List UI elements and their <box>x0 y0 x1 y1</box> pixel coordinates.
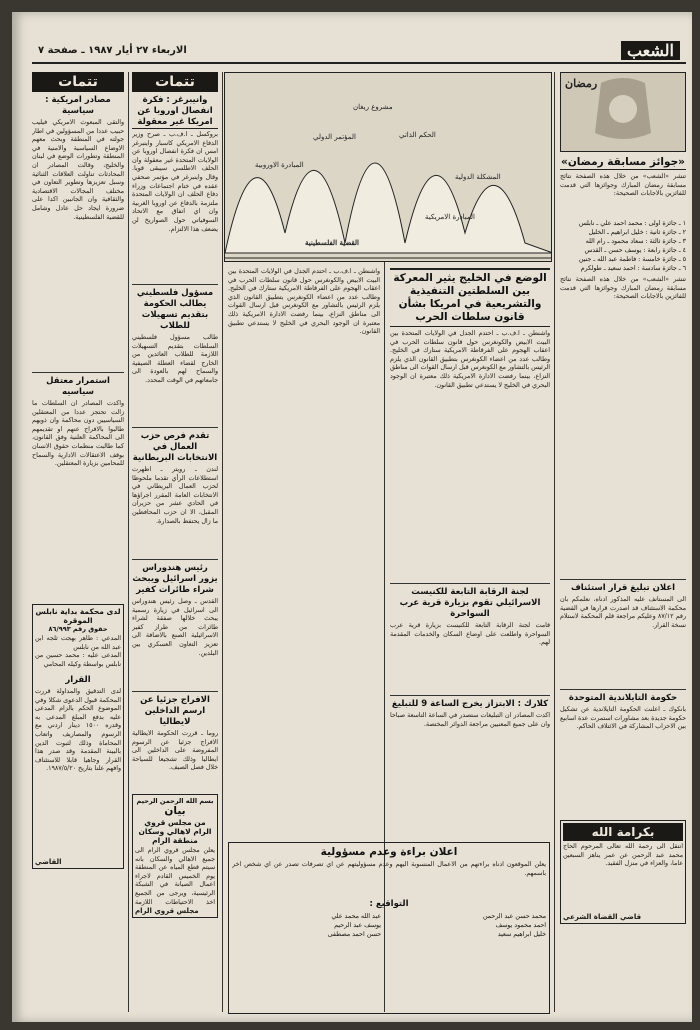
winners-list <box>560 219 686 273</box>
court-title: لدى محكمة بداية نابلس الموقرة <box>35 607 121 625</box>
students-headline: مسؤول فلسطيني يطالب الحكومة بتقديم تسهيلات للطلاب <box>136 288 214 331</box>
notice-title: بيان <box>164 805 186 817</box>
winners-continued: تنشر «الشعب» من خلال هذه الصفحة نتائج مسابقة رمضان المبارك وجوائزها التي قدمت للفائزين بالاجابات الصحيحة: <box>560 276 686 301</box>
photo-label: رمضان <box>565 77 598 90</box>
disclaimer-body: يعلن الموقعون ادناه براءتهم من الاعمال المنسوبة اليهم وعدم مسؤوليتهم عن اي تصرفات تصدر عن اي شخص آخر باسمهم. <box>232 861 546 877</box>
divider <box>560 579 686 580</box>
court-ref: حقوق رقم ٨٦/٩٩٣ <box>48 625 108 633</box>
divider <box>390 583 550 584</box>
signer-item: يوسف عبد الرحيم <box>334 922 381 929</box>
newspaper-logo: الشعب <box>621 41 680 60</box>
far-left-column <box>32 72 124 869</box>
disclaimer-headline: اعلان براءة وعدم مسؤولية <box>320 846 458 858</box>
court-signature: القاضي <box>35 858 62 866</box>
divider <box>132 284 218 285</box>
gulf-headline: الوضع في الخليج يثير المعركة بين السلطتين التنفيذية والتشريعية في امريكا بشأن قانون سلطات الحرب <box>390 268 550 327</box>
signer-item: حسن احمد مصطفى <box>327 931 381 938</box>
right-column <box>560 72 686 924</box>
gulf-story <box>390 268 550 832</box>
court-notice <box>32 604 124 869</box>
winner-item: ٤ ـ جائزة رابعة : يوسف حسن ـ القدس <box>584 247 686 254</box>
obituary-title: بكرامة الله <box>563 823 683 841</box>
divider <box>560 689 686 690</box>
clark-body: اكدت المصادر ان التبليغات ستصدر في الساعة التاسعة صباحا وان على جميع المعنيين مراجعة الدوائر المختصة. <box>390 712 550 728</box>
thai-government-headline: حكومة التايلاندية المتوحدة <box>568 693 678 703</box>
clark-headline: كلارك : الابتزاز يخرج الساعة 9 للتبليغ <box>391 699 549 709</box>
winner-item: ١ ـ جائزة اولى : محمد احمد علي ـ نابلس <box>578 220 686 227</box>
signer-item: محمد حسن عبد الرحمن <box>482 913 546 920</box>
cartoon-label: القضية الفلسطينية <box>305 238 360 247</box>
signer-item: خليل ابراهيم سعيد <box>497 931 546 938</box>
signers-title: التواقيع : <box>369 899 409 909</box>
divider <box>132 427 218 428</box>
column-rule <box>222 72 223 1012</box>
appeal-notice-body: الى المستأنف عليه المذكور ادناه، نعلمكم بان محكمة الاستئناف قد اصدرت قرارها في القضية رقم ٨٧/١٢ وعليكم مراجعة قلم المحكمة لاستلام نسخة القرار. <box>560 596 686 629</box>
signer-item: احمد محمود يوسف <box>495 922 546 929</box>
divider <box>132 691 218 692</box>
knesset-body: قامت لجنة الرقابة التابعة للكنيست بزيارة قرية عرب السواحرة واطلعت على اوضاع السكان والخدمات المقدمة لهم. <box>390 622 550 647</box>
labour-body: لندن ـ رويتر ـ اظهرت استطلاعات الرأي تقدما ملحوظا لحزب العمال البريطاني في الانتخابات العامة المقرر اجراؤها في الحادي عشر من حزيران المقبل، الا ان حزب المحافظين ما زال يحتفظ بالصدارة. <box>132 466 218 525</box>
village-council-notice <box>132 794 218 918</box>
ramadan-contest-intro: تنشر «الشعب» من خلال هذه الصفحة نتائج مسابقة رمضان المبارك وجوائزها التي قدمت للفائزين بالاجابات الصحيحة: <box>560 173 686 198</box>
winner-item: ٦ ـ جائزة سادسة : احمد سعيد ـ طولكرم <box>580 265 686 272</box>
cartoon-label: الحكم الذاتي <box>399 131 436 139</box>
divider <box>132 559 218 560</box>
divider <box>390 695 550 696</box>
column-rule <box>128 72 129 1012</box>
weinberger-body: بروكسل ـ ا.ف.ب ـ صرح وزير الدفاع الامريكي كاسبار واينبرغر امس ان فكرة انفصال اوروبا عن الولايات المتحدة غير معقولة وان الحلف الاطلسي سيبقى قويا. وقال واينبرغر في مؤتمر صحفي عقده في ختام اجتماعات وزراء دفاع الحلف ان الولايات المتحدة ملتزمة بالدفاع عن اوروبا الغربية وان اي اتفاق مع الاتحاد السوفياتي حول الصواريخ لن يضعف هذا الالتزام. <box>132 131 218 233</box>
ramadan-contest-headline: «جوائز مسابقة رمضان» <box>561 156 685 168</box>
gulf-body: واشنطن ـ ا.ف.ب ـ احتدم الجدل في الولايات المتحدة بين البيت الابيض والكونغرس حول قانون سلطات الحرب في اعقاب الهجوم على الفرقاطة الامريكية ستارك في الخليج. وطالب عدد من اعضاء الكونغرس بتطبيق القانون الذي يلزم الرئيس بالتشاور مع الكونغرس قبل ارسال القوات الى مناطق النزاع، بينما رفضت الادارة الامريكية ذلك معتبرة ان الوجود البحري في الخليج لا يستدعي تطبيق القانون. <box>390 330 550 389</box>
ramadan-photo <box>560 72 686 152</box>
signers-list <box>232 912 546 939</box>
court-body: لدى التدقيق والمداولة قررت المحكمة قبول الدعوى شكلا وفي الموضوع الحكم بالزام المدعى عليه بدفع المبلغ المدعى به وقدره ١٥٠٠ دينار اردني مع الرسوم والمصاريف واتعاب المحاماة وذلك لثبوت الدين بالبينة المقدمة وقد صدر هذا القرار وجاهيا قابلا للاستئناف وافهم علنا بتاريخ ١٩٨٧/٥/٢٠. <box>35 688 121 773</box>
basmala: بسم الله الرحمن الرحيم <box>136 797 214 805</box>
court-parties: المدعي : طاهر بهجت ثلجه ابن عبد الله من نابلس المدعى عليه : محمد حسين من نابلس بواسطة وكيله المحامي <box>35 635 121 668</box>
obituary-body: انتقل الى رحمة الله تعالى المرحوم الحاج محمد عبد الرحمن عن عمر يناهز السبعين عاما، والعزاء في منزل الفقيد. <box>563 843 683 868</box>
students-body: طالب مسؤول فلسطيني السلطات بتقديم التسهيلات اللازمة للطلاب العائدين من الخارج لقضاء العطلة الصيفية والسماح لهم بالعودة الى جامعاتهم في الوقت المحدد. <box>132 334 218 384</box>
notice-body: يعلن مجلس قروي الرام الى جميع الاهالي والسكان بانه سيتم قطع المياه عن المنطقة يوم الخميس القادم لاجراء اعمال الصيانة في الشبكة الرئيسية، ويرجى من الجميع اخذ الاحتياطات اللازمة <box>135 847 215 906</box>
italy-headline: الافراج جزئيا عن ارسم الداخلين لايطاليا <box>140 695 210 727</box>
left-column <box>132 72 218 918</box>
cartoon-label: المبادرة الاوروبية <box>255 161 304 169</box>
gulf-story-continued <box>228 268 380 828</box>
weinberger-headline: وانيبرغر : فكرة انفصال اوروبا عن امريكا غير معقولة <box>132 95 218 129</box>
page-header <box>32 38 686 64</box>
winner-item: ٢ ـ جائزة ثانية : خليل ابراهيم ـ الخليل <box>588 229 686 236</box>
honduras-body: القدس ـ وصل رئيس هندوراس الى اسرائيل في زيارة رسمية يبحث خلالها صفقة لشراء طائرات من طراز كفير الاسرائيلية الصنع بالاضافة الى تعزيز التعاون العسكري بين البلدين. <box>132 598 218 657</box>
notice-subtitle: من مجلس قروي الرام لاهالي وسكان منطقة الرام <box>138 818 212 845</box>
us-sources-body: والتقى المبعوث الامريكي فيليب حبيب عددا من المسؤولين في اطار جولته في المنطقة وبحث معهم الاوضاع السياسية والامنية في المنطقة وتطورات الوضع في لبنان والخليج، وقالت المصادر ان المحادثات تناولت العلاقات الثنائية وسبل تعزيزها وتطوير التعاون في مختلف المجالات الاقتصادية والثقافية وان الجانبين اكدا على ضرورة ايجاد حل عادل وشامل للقضية الفلسطينية. <box>32 119 124 221</box>
cartoon-label: المؤتمر الدولي <box>313 133 356 141</box>
obituary-signature: قاضي القضاة الشرعي <box>563 913 642 921</box>
column-rule <box>554 72 555 1012</box>
continuations-banner: تتمات <box>32 72 124 92</box>
signer-item: عبد الله محمد علي <box>331 913 381 920</box>
court-decision-title: القرار <box>65 675 91 685</box>
winner-item: ٥ ـ جائزة خامسة : فاطمة عبد الله ـ جنين <box>578 256 686 263</box>
italy-body: روما ـ قررت الحكومة الايطالية الافراج جزئيا عن الرسوم المفروضة على الداخلين الى ايطاليا وذلك تشجيعا للسياحة خلال فصل الصيف. <box>132 730 218 772</box>
us-sources-headline: مصادر امريكية : سياسية <box>45 95 111 116</box>
continuations-banner: تتمات <box>132 72 218 92</box>
political-cartoon <box>224 72 552 262</box>
disclaimer-notice <box>228 842 550 1014</box>
winner-item: ٣ ـ جائزة ثالثة : سعاد محمود ـ رام الله <box>585 238 686 245</box>
honduras-headline: رئيس هندوراس يزور اسرائيل ويبحث شراء طائرات كفير <box>132 563 218 595</box>
cartoon-label: المبادرة الامريكية <box>425 213 475 221</box>
cartoon-label: المشكلة الدولية <box>455 173 501 181</box>
date-line: الاربعاء ٢٧ أيار ١٩٨٧ ـ صفحة ٧ <box>38 44 187 56</box>
thai-government-body: بانكوك ـ اعلنت الحكومة التايلاندية عن تشكيل حكومة جديدة بعد مشاورات استمرت عدة اسابيع بين الاحزاب المشاركة في الائتلاف الحاكم. <box>560 706 686 731</box>
appeal-notice-headline: اعلان تبليغ قرار استئناف <box>570 583 676 593</box>
obituary-box <box>560 820 686 924</box>
knesset-headline: لجنة الرقابة التابعة للكنيست الاسرائيلي تقوم بزيارة قرية عرب السواحرة <box>399 587 541 619</box>
gulf-body-continued: واشنطن ـ ا.ف.ب ـ احتدم الجدل في الولايات المتحدة بين البيت الابيض والكونغرس حول قانون سلطات الحرب في اعقاب الهجوم على الفرقاطة الامريكية ستارك في الخليج. وطالب عدد من اعضاء الكونغرس بتطبيق القانون الذي يلزم الرئيس بالتشاور مع الكونغرس قبل ارسال القوات الى مناطق النزاع، بينما رفضت الادارة الامريكية ذلك معتبرة ان الوجود البحري في الخليج لا يستدعي تطبيق القانون. <box>228 268 380 336</box>
detainee-headline: استمرار معتقل سياسيه <box>46 376 110 397</box>
notice-signature: مجلس قروي الرام <box>135 907 199 915</box>
labour-headline: تقدم فرص حزب العمال في الانتخابات البريطانية <box>132 431 218 463</box>
cartoon-label: مشروع ريغان <box>353 103 393 111</box>
detainee-body: واكدت المصادر ان السلطات ما زالت تحتجز عددا من المعتقلين السياسيين دون محاكمة وان ذويهم طالبوا بالافراج عنهم او تقديمهم الى المحاكمة العلنية وفق القانون، كما طالبت منظمات حقوق الانسان بوقف الاعتقالات الادارية والسماح للمحامين بزيارة المعتقلين. <box>32 400 124 468</box>
newspaper-page <box>12 12 692 1022</box>
divider <box>32 372 124 373</box>
